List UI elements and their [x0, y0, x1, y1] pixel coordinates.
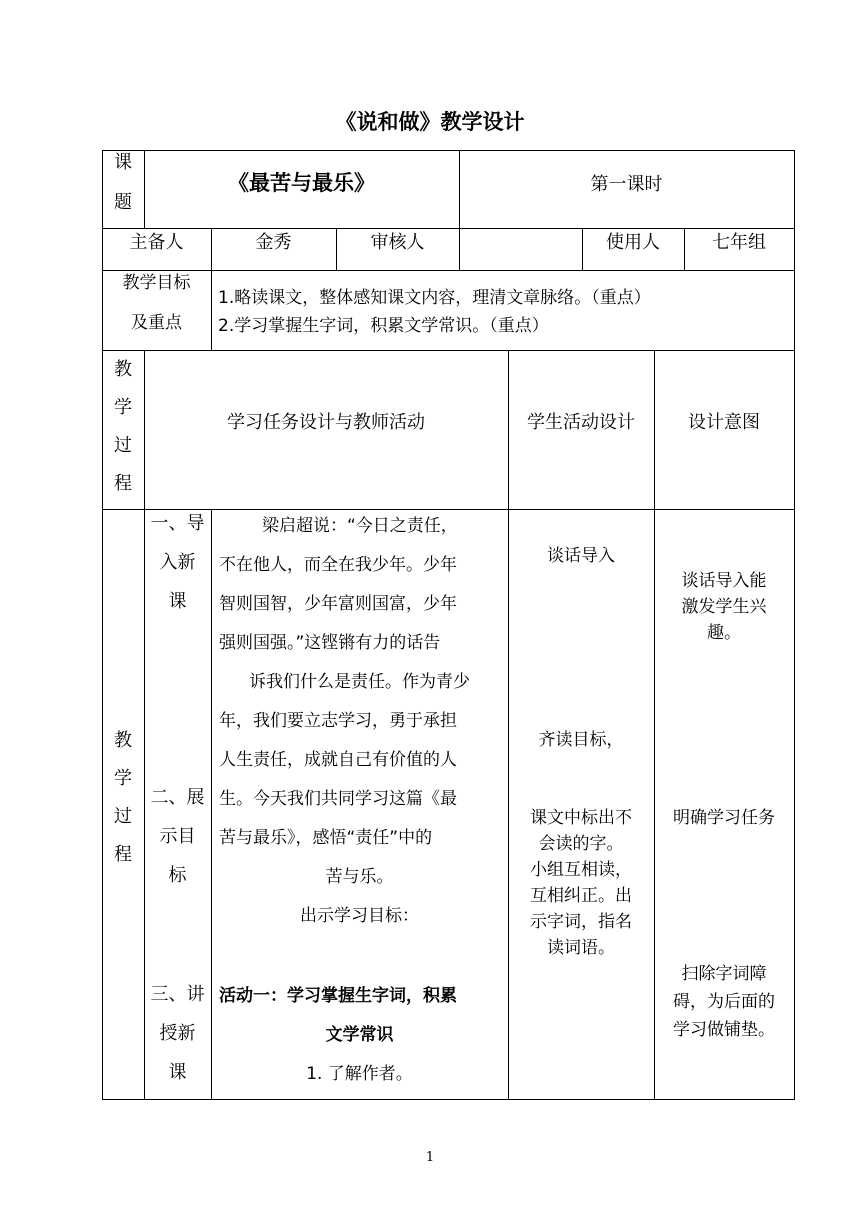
step-label-line: 三、讲: [150, 984, 205, 1005]
step-label-line: 二、展: [150, 787, 205, 808]
teacher-text-line: 1. 了解作者。: [306, 1064, 413, 1084]
topic-label-line: 课: [114, 152, 132, 173]
teacher-text-line: 人生责任，成就自己有价值的人: [219, 750, 457, 770]
objectives-label-line: 教学目标: [122, 273, 191, 293]
process-label-char: 教: [114, 359, 132, 380]
process-body-label-char: 程: [114, 844, 132, 865]
teacher-text-line: 智则国智，少年富则国富，少年: [219, 594, 457, 614]
process-body-label-char: 学: [114, 768, 132, 789]
step-label-line: 授新: [159, 1023, 196, 1044]
teacher-text-line: 苦与乐。: [325, 867, 394, 887]
teacher-text-line: 出示学习目标：: [300, 906, 419, 926]
objectives-label-line: 及重点: [131, 313, 182, 333]
intent-words-line: 扫除字词障: [681, 964, 767, 984]
preparer-name: 金秀: [255, 232, 292, 253]
student-words-line: 会读的字。: [538, 834, 624, 854]
step-label-line: 入新: [159, 552, 196, 573]
process-body-label-char: 过: [114, 806, 132, 827]
step-label-line: 标: [168, 865, 187, 886]
lesson-period: 第一课时: [590, 174, 663, 195]
objective-item: 2.学习掌握生字词，积累文学常识。（重点）: [218, 316, 549, 336]
student-words-line: 小组互相读，: [530, 860, 632, 880]
activity-heading-line: 文学常识: [325, 1025, 394, 1045]
column-header-task: 学习任务设计与教师活动: [227, 412, 425, 433]
teacher-text-line: 强则国强。”这铿锵有力的话告: [219, 633, 441, 653]
table-rule: [211, 509, 212, 1099]
page-number: 1: [425, 1150, 435, 1165]
teacher-text-line: 梁启超说：“今日之责任，: [262, 516, 458, 536]
step-label-line: 课: [168, 591, 187, 612]
teacher-text-line: 诉我们什么是责任。作为青少: [249, 672, 470, 692]
student-goals: 齐读目标，: [538, 730, 624, 750]
user-label: 使用人: [606, 232, 660, 253]
teacher-text-line: 苦与最乐》，感悟“责任”中的: [219, 828, 433, 848]
step-label-line: 示目: [159, 826, 196, 847]
user-group: 七年组: [712, 232, 766, 253]
table-border-bottom: [102, 1099, 795, 1100]
teacher-text-line: 年，我们要立志学习，勇于承担: [219, 711, 457, 731]
process-label-char: 程: [114, 473, 132, 494]
table-border-right: [794, 150, 795, 1099]
step-label-line: 一、导: [150, 513, 205, 534]
reviewer-label: 审核人: [370, 232, 425, 253]
intent-intro-line: 趣。: [707, 623, 741, 643]
table-rule: [211, 270, 212, 350]
preparer-label: 主备人: [129, 232, 184, 253]
intent-words-line: 学习做铺垫。: [673, 1020, 775, 1040]
process-body-label-char: 教: [114, 730, 132, 751]
teacher-text-line: 生。今天我们共同学习这篇《最: [219, 789, 457, 809]
step-label-line: 课: [168, 1062, 187, 1083]
table-rule: [459, 228, 460, 270]
column-header-intent: 设计意图: [688, 412, 760, 433]
process-label-char: 学: [114, 397, 132, 418]
student-words-line: 课文中标出不: [530, 808, 632, 828]
column-header-student: 学生活动设计: [527, 412, 635, 433]
teacher-text-line: 不在他人，而全在我少年。少年: [219, 555, 457, 575]
activity-heading-line: 活动一：学习掌握生字词，积累: [219, 986, 457, 1006]
student-words-line: 互相纠正。出: [530, 886, 632, 906]
document-title: 《说和做》教学设计: [335, 110, 525, 134]
student-intro: 谈话导入: [547, 546, 615, 566]
intent-words-line: 碍，为后面的: [673, 992, 775, 1012]
process-label-char: 过: [114, 435, 132, 456]
student-words-line: 读词语。: [547, 938, 615, 958]
student-words-line: 示字词，指名: [530, 912, 632, 932]
objective-item: 1.略读课文，整体感知课文内容，理清文章脉络。（重点）: [218, 288, 651, 308]
lesson-title: 《最苦与最乐》: [228, 171, 375, 195]
intent-intro-line: 激发学生兴: [681, 597, 767, 617]
table-rule: [508, 509, 509, 1099]
table-rule: [102, 350, 795, 351]
table-border-top: [102, 150, 795, 151]
intent-intro-line: 谈话导入能: [681, 571, 767, 591]
topic-label-line: 题: [114, 192, 132, 213]
intent-goals: 明确学习任务: [673, 808, 775, 828]
